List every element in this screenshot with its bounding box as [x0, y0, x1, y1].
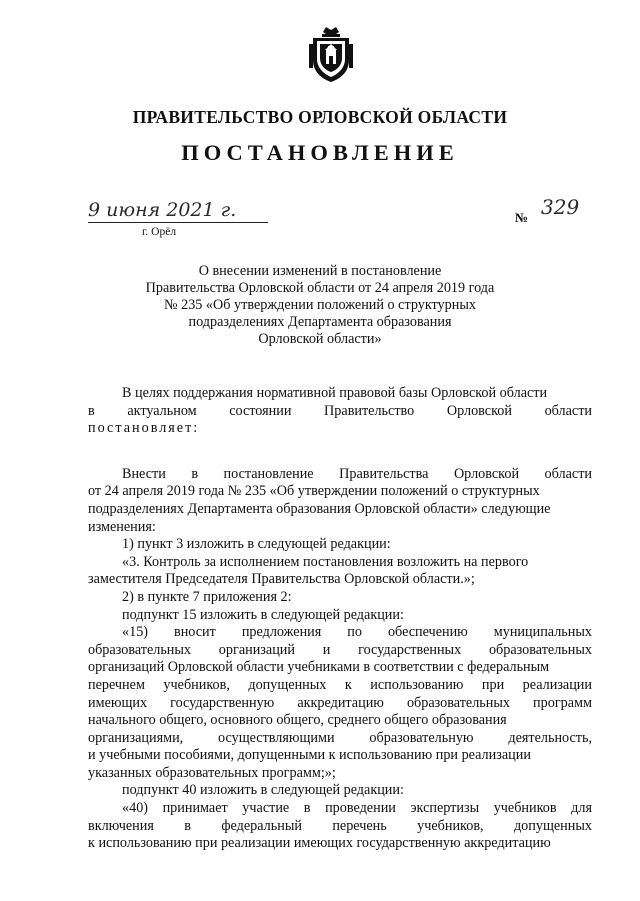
- preamble-line: В целях поддержания нормативной правовой базы Орловской области: [122, 385, 548, 401]
- number-field: [537, 195, 592, 222]
- preamble-line: постановляет:: [88, 420, 200, 437]
- body-line: и учебными пособиями, допущенными к использованию при реализации: [88, 747, 531, 764]
- document-type-title: ПОСТАНОВЛЕНИЕ: [181, 140, 459, 165]
- handwritten-number: 329: [541, 195, 580, 219]
- body-line: 1) пункт 3 изложить в следующей редакции:: [122, 536, 391, 553]
- coat-of-arms-emblem: [309, 26, 353, 84]
- document-subject: [0, 263, 640, 348]
- preamble-line: в актуальном состоянии Правительство Орловской области: [88, 402, 592, 419]
- subject-line: О внесении изменений в постановление: [198, 263, 442, 279]
- body-line: «40) принимает участие в проведении экспертизы учебников для: [122, 800, 592, 817]
- body-line: начального общего, основного общего, среднего общего образования: [88, 712, 507, 729]
- body-line: имеющих государственную аккредитацию образовательных программ: [88, 694, 592, 711]
- body-line: 2) в пункте 7 приложения 2:: [122, 588, 292, 605]
- organization-title: ПРАВИТЕЛЬСТВО ОРЛОВСКОЙ ОБЛАСТИ: [132, 107, 508, 127]
- subject-line: Правительства Орловской области от 24 апреля 2019 года: [145, 280, 495, 296]
- body-line: перечнем учебников, допущенных к использованию при реализации: [88, 676, 592, 693]
- body-line: подразделениях Департамента образования Орловской области» следующие: [88, 500, 551, 517]
- body-line: включения в федеральный перечень учебников, допущенных: [88, 817, 592, 834]
- body-line: «3. Контроль за исполнением постановления возложить на первого: [122, 553, 529, 570]
- body-line: от 24 апреля 2019 года № 235 «Об утверждении положений о структурных: [88, 483, 540, 500]
- paragraph-gap: [88, 438, 592, 466]
- body-line: подпункт 15 изложить в следующей редакции:: [122, 606, 404, 623]
- body-line: заместителя Председателя Правительства Орловской области.»;: [88, 571, 475, 588]
- body-line: Внести в постановление Правительства Орловской области: [122, 465, 592, 482]
- date-field: [88, 199, 268, 225]
- body-line: «15) вносит предложения по обеспечению муниципальных: [122, 624, 592, 641]
- body-line: организаций Орловской области учебниками в соответствии с федеральным: [88, 659, 550, 676]
- subject-line: № 235 «Об утверждении положений о структурных: [164, 297, 476, 313]
- subject-line: подразделениях Департамента образования: [188, 314, 452, 330]
- body-line: указанных образовательных программ;»;: [88, 764, 336, 781]
- handwritten-date: 9 июня 2021 г.: [88, 199, 237, 221]
- subject-line: Орловской области»: [258, 331, 382, 347]
- number-label: №: [515, 210, 529, 225]
- document-body: [88, 385, 592, 853]
- body-line: к использованию при реализации имеющих государственную аккредитацию: [88, 835, 551, 852]
- body-line: изменения:: [88, 518, 156, 535]
- city-label: г. Орёл: [142, 226, 177, 238]
- body-line: образовательных организаций и государственных образовательных: [88, 641, 592, 658]
- date-underline: [88, 222, 268, 223]
- body-line: организациями, осуществляющими образовательную деятельность,: [88, 729, 592, 746]
- body-line: подпункт 40 изложить в следующей редакции:: [122, 782, 404, 799]
